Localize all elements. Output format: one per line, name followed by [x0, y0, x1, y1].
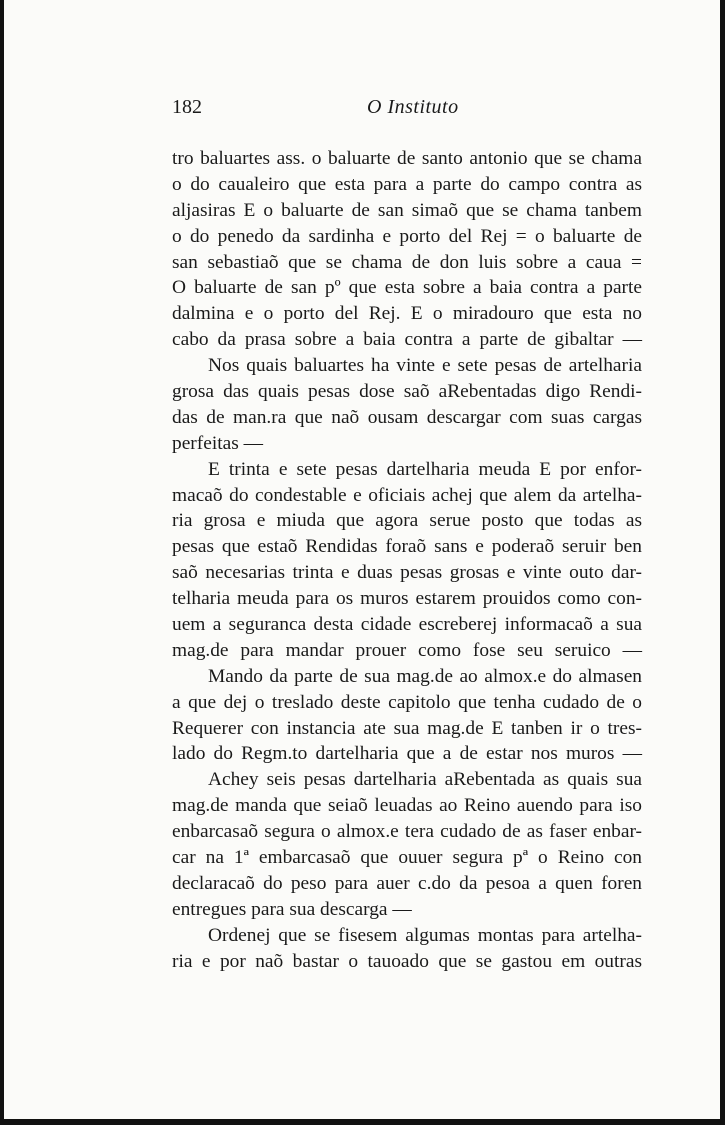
text-line: o do penedo da sardinha e porto del Rej = o baluarte de [172, 225, 642, 247]
text-line: grosa das quais pesas dose saõ aRebentadas digo Rendi- [172, 381, 642, 403]
text-line: perfeitas — [172, 432, 263, 454]
text-line: saõ necesarias trinta e duas pesas grosas e vinte outo dar- [172, 562, 642, 584]
text-line: mag.de para mandar prouer como fose seu seruico — [172, 639, 642, 661]
scan-border-right [720, 0, 725, 1125]
text-line: O baluarte de san pº que esta sobre a baia contra a parte [172, 277, 642, 299]
scan-border-left [0, 0, 4, 1125]
text-line: macaõ do condestable e oficiais achej que alem da artelha- [172, 484, 642, 506]
text-line: entregues para sua descarga — [172, 898, 412, 920]
text-line: aljasiras E o baluarte de san simaõ que se chama tanbem [172, 199, 642, 221]
text-line: mag.de manda que seiaõ leuadas ao Reino auendo para iso [172, 795, 642, 817]
text-line: Nos quais baluartes ha vinte e sete pesas de artelharia [208, 355, 642, 377]
text-line: lado do Regm.to dartelharia que a de estar nos muros — [172, 743, 642, 765]
text-line: Achey seis pesas dartelharia aRebentada as quais sua [208, 769, 642, 791]
text-line: Requerer con instancia ate sua mag.de E tanben ir o tres- [172, 717, 642, 739]
text-line: uem a seguranca desta cidade escreberej informacaõ a sua [172, 614, 642, 636]
text-line: das de man.ra que naõ ousam descargar com suas cargas [172, 406, 642, 428]
text-line: Mando da parte de sua mag.de ao almox.e do almasen [208, 665, 642, 687]
text-line: ria e por naõ bastar o tauoado que se gastou em outras [172, 950, 642, 972]
text-line: san sebastiaõ que se chama de don luis sobre a caua = [172, 251, 642, 273]
text-line: Ordenej que se fisesem algumas montas para artelha- [208, 924, 642, 946]
scan-border-bottom [0, 1119, 725, 1125]
text-line: ria grosa e miuda que agora serue posto que todas as [172, 510, 642, 532]
text-line: a que dej o treslado deste capitolo que tenha cudado de o [172, 691, 642, 713]
text-line: declaracaõ do peso para auer c.do da pesoa a quen foren [172, 872, 642, 894]
text-line: telharia meuda para os muros estarem prouidos como con- [172, 588, 642, 610]
text-line: o do caualeiro que esta para a parte do campo contra as [172, 173, 642, 195]
text-line: tro baluartes ass. o baluarte de santo antonio que se chama [172, 148, 642, 169]
text-line: enbarcasaõ segura o almox.e tera cudado de as faser enbar- [172, 821, 642, 843]
page-header [172, 96, 642, 126]
text-line: cabo da prasa sobre a baia contra a parte de gibaltar — [172, 329, 642, 351]
body-text [172, 146, 642, 975]
text-line: pesas que estaõ Rendidas foraõ sans e poderaõ seruir ben [172, 536, 642, 558]
running-head: O Instituto [367, 96, 459, 118]
text-line: E trinta e sete pesas dartelharia meuda E por enfor- [208, 458, 642, 480]
page-number: 182 [172, 96, 202, 118]
text-line: car na 1ª embarcasaõ que ouuer segura pª o Reino con [172, 847, 642, 869]
text-line: dalmina e o porto del Rej. E o miradouro que esta no [172, 303, 642, 325]
